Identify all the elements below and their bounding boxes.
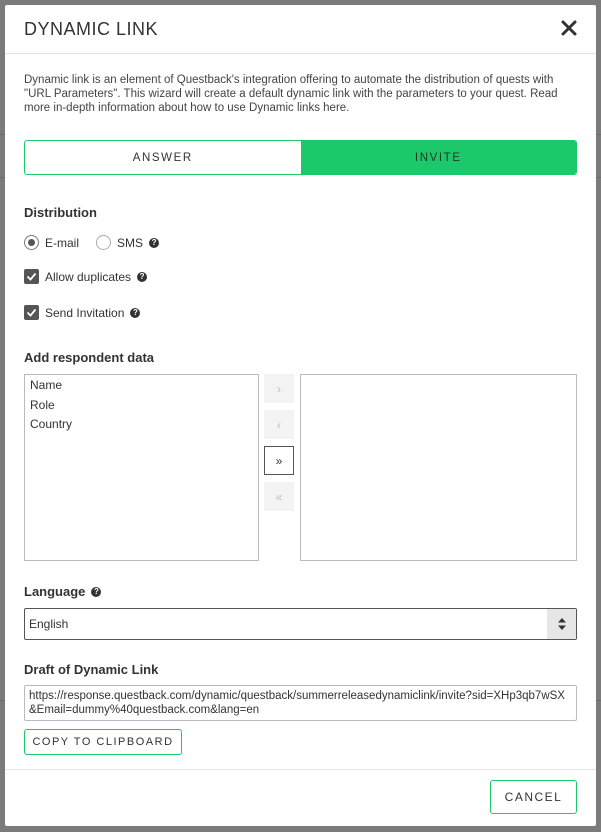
list-item[interactable]: Name [30,378,63,392]
sms-radio[interactable] [96,235,111,250]
respondent-data-label: Add respondent data [24,350,155,365]
add-field-button[interactable]: › [264,374,294,403]
remove-field-button[interactable]: ‹ [264,410,294,439]
available-fields-list[interactable] [24,374,259,561]
allow-duplicates-label: Allow duplicates [45,269,132,284]
dynamic-link-modal [5,5,596,826]
mode-toggle [24,140,577,175]
list-item[interactable]: Role [30,397,55,412]
language-label: Language [24,584,86,599]
send-invitation-label: Send Invitation [45,305,125,320]
copy-to-clipboard-button[interactable]: COPY TO CLIPBOARD [24,729,182,755]
help-icon[interactable]: ? [149,238,159,248]
language-select[interactable] [24,608,577,640]
help-icon[interactable]: ? [91,587,101,597]
invite-toggle-button[interactable]: INVITE [301,141,577,174]
distribution-options [24,235,159,250]
allow-duplicates-checkbox[interactable] [24,269,39,284]
draft-link-label: Draft of Dynamic Link [24,662,159,677]
add-all-fields-button[interactable]: » [264,446,294,475]
email-radio-label: E-mail [45,235,80,250]
list-item[interactable]: Country [30,417,73,431]
selected-fields-list[interactable] [300,374,577,561]
sms-radio-label: SMS [117,235,144,250]
draft-link-field[interactable]: https://response.questback.com/dynamic/questback/summerreleasedynamiclink/invite?sid=XHp3qb7wSX&Email=dummy%40questback.com&lang=en [24,685,577,721]
modal-title: DYNAMIC LINK [24,19,159,39]
cancel-button[interactable]: CANCEL [490,780,577,814]
intro-text: Dynamic link is an element of Questback's integration offering to automate the distribution of quests with "URL Parameters". This wizard will create a default dynamic link with the parameters to your quest. Read more in-depth information about how to use Dynamic links here. [24,74,558,114]
email-radio[interactable] [24,235,39,250]
modal-footer [5,769,596,826]
remove-all-fields-button[interactable]: « [264,482,294,511]
language-select-value: English [29,617,69,631]
distribution-label: Distribution [24,205,97,220]
allow-duplicates-row [24,269,147,284]
modal-body [24,73,577,748]
send-invitation-checkbox[interactable] [24,305,39,320]
modal-header [5,5,596,54]
answer-toggle-button[interactable]: ANSWER [132,151,193,164]
help-icon[interactable]: ? [130,308,140,318]
send-invitation-row [24,305,140,320]
checkmark-icon [26,271,37,282]
help-icon[interactable]: ? [137,272,147,282]
checkmark-icon [26,307,37,318]
close-icon[interactable] [559,18,579,38]
language-label-row [24,584,101,599]
select-arrows-icon [547,609,576,639]
